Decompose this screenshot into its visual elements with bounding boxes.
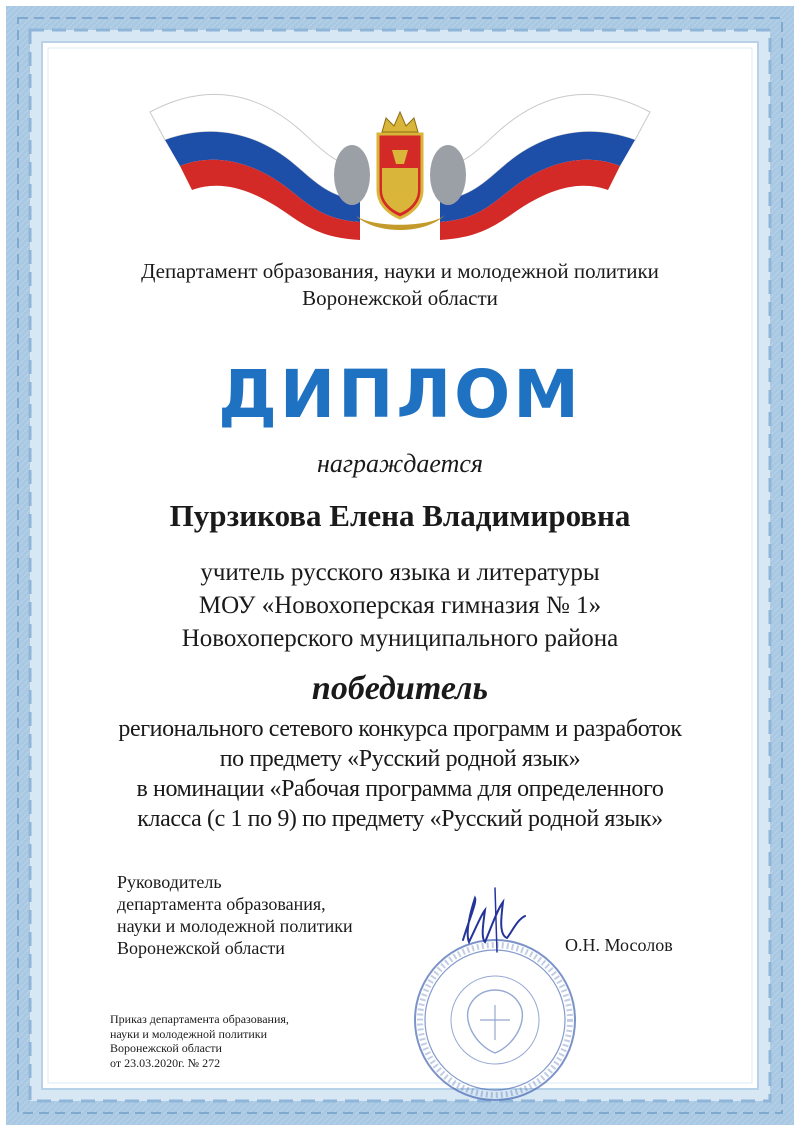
contest-line-3: в номинации «Рабочая программа для определенного [136,776,664,802]
signatory-line-3: науки и молодежной политики [117,916,353,936]
order-line-4: от 23.03.2020г. № 272 [110,1055,221,1070]
signatory-title [117,871,353,959]
contest-line-2: по предмету «Русский родной язык» [219,746,581,772]
position-line-1: учитель русского языка и литературы [200,559,600,586]
recipient-name: Пурзикова Елена Владимировна [169,498,631,533]
issuer-department [60,258,740,312]
contest-line-1: регионального сетевого конкурса программ и разработок [118,716,682,742]
order-reference [110,1012,289,1070]
recipient-position [60,556,740,655]
order-line-1: Приказ департамента образования, [110,1012,289,1026]
order-line-2: науки и молодежной политики [110,1026,268,1041]
coat-of-arms-with-flag-ribbons-icon [0,0,800,250]
position-line-3: Новохоперского муниципального района [181,625,619,652]
signatory-line-2: департамента образования, [117,894,326,914]
issuer-line-1: Департамент образования, науки и молодежной политики [141,259,659,283]
contest-line-4: класса (с 1 по 9) по предмету «Русский родной язык» [137,806,663,832]
handwritten-signature-icon [455,880,535,960]
official-round-stamp-icon [410,935,580,1105]
signatory-line-4: Воронежской области [117,938,285,958]
diploma-title: ДИПЛОМ [218,356,582,433]
order-line-3: Воронежской области [110,1041,222,1055]
contest-description [60,714,740,834]
signatory-name: О.Н. Мосолов [565,935,673,955]
award-status: победитель [311,670,489,707]
position-line-2: МОУ «Новохоперская гимназия № 1» [198,592,602,619]
signatory-line-1: Руководитель [117,872,222,892]
issuer-line-2: Воронежской области [302,286,498,310]
awarded-label: награждается [317,449,483,478]
